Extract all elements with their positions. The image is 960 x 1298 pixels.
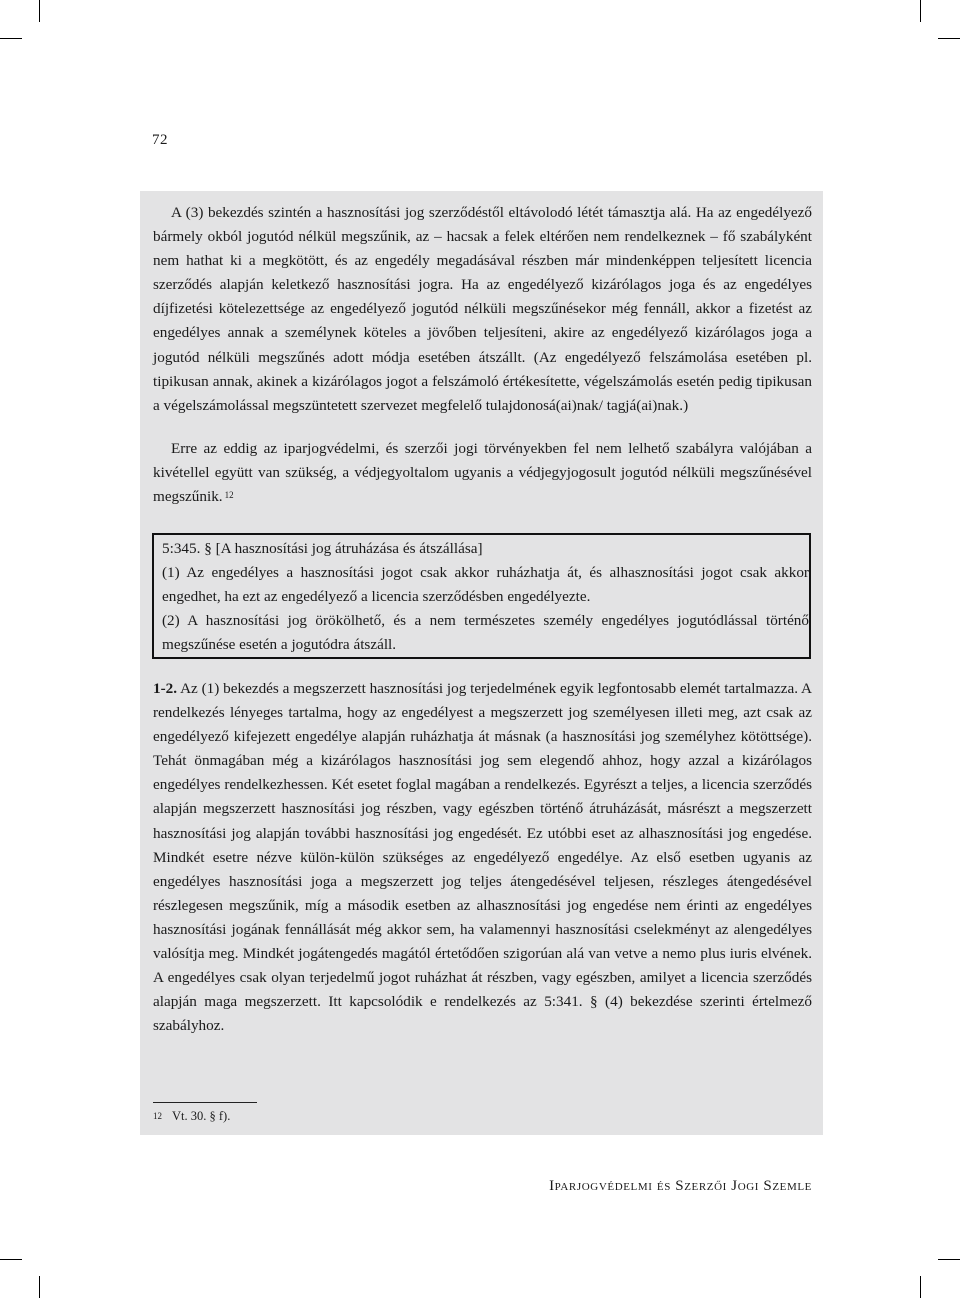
statute-clause-1: (1) Az engedélyes a hasznosítási jogot csak akkor ruházhatja át, és alhasznosítási jogot csak akkor engedhet, ha ezt az engedélyező a licencia szerződésben engedélyezte. [162, 564, 809, 606]
crop-mark [938, 1259, 960, 1260]
crop-mark [39, 0, 40, 22]
crop-mark [0, 38, 22, 39]
footnote-reference[interactable]: 12 [224, 490, 234, 501]
crop-mark [0, 1259, 22, 1260]
commentary-label: 1-2. [153, 680, 178, 697]
footnote-mark: 12 [153, 1111, 162, 1121]
statute-clause-2: (2) A hasznosítási jog örökölhető, és a nem természetes személy engedélyes jogutódlással történő megszűnése esetén a jogutódra átszáll. [162, 612, 809, 654]
commentary-paragraph [153, 677, 812, 1038]
footnote [153, 1108, 230, 1124]
crop-mark [938, 38, 960, 39]
intro-paragraph: A (3) bekezdés szintén a hasznosítási jog szerződéstől eltávolodó létét támasztja alá. Ha az engedélyező bármely okból jogutód nélkül megszűnik, az – hacsak a felek eltérően nem rendelkeznek – fő szabályként nem hathat ki a megkötött, és az engedély megadásával részben már mindenképpen teljesített licencia szerződés alapján keletkező hasznosítási jogra. Ha az engedélyező kizárólagos joga és az engedélyes díjfizetési kötelezettsége az engedélyező jogutód nélküli megszűnésekor még fennáll, akkor a fizetést az engedélyes annak a személynek köteles a jövőben teljesíteni, akire az engedélyező kizárólagos joga a jogutód nélküli megszűnés adott módja esetében átszállt. (Az engedélyező felszámolása esetében pl. tipikusan annak, akinek a kizárólagos jogot a felszámoló értékesítette, végelszámolás esetén pedig tipikusan a végelszámolással megszüntetett szervezet megfelelő tulajdonosá(ai)nak/ tagjá(ai)nak.) [153, 204, 812, 414]
page-number: 72 [152, 132, 168, 148]
crop-mark [920, 0, 921, 22]
footnote-divider [153, 1102, 257, 1103]
crop-mark [920, 1276, 921, 1298]
erre-paragraph [153, 437, 812, 509]
statute-box [152, 533, 811, 659]
statute-heading: 5:345. § [A hasznosítási jog átruházása és átszállása] [162, 540, 483, 557]
erre-paragraph-text: Erre az eddig az iparjogvédelmi, és szerzői jogi törvényekben fel nem lelhető szabályra valójában a kivétellel együtt van szükség, a védjegyoltalom ugyanis a védjegyjogosult jogutód nélküli megszűnésével megszűnik. [153, 440, 812, 506]
commentary-text: Az (1) bekezdés a megszerzett hasznosítási jog terjedelmének egyik legfontosabb elemét tartalmazza. A rendelkezés lényeges tartalma, hogy az engedélyest a megszerzett jog személyesen illeti meg, azt csak az engedélyező kifejezett engedélye alapján ruházhatja át másnak (a hasznosítási jog személyhez kötöttsége). Tehát önmagában még a kizárólagos hasznosítási jog sem elegendő ahhoz, hogy azzal a kizárólagos engedélyes rendelkezhessen. Két esetet foglal magában a rendelkezés. Egyrészt a teljes, a licencia szerződés alapján megszerzett hasznosítási jog részben, vagy egészben történő átruházását, másrészt a megszerzett hasznosítási jog alapján további hasznosítási jog engedését. Ez utóbbi eset az alhasznosítási jog engedése. Mindkét esetre nézve külön-külön szükséges az engedélyező engedélye. Az első esetben ugyanis az engedélyes hasznosítási joga a megszerzett jog teljes átengedésével teljesen, részleges átengedésével részlegesen megszűnik, míg a második esetben az alhasznosítási jog engedése nem érinti az engedélyes hasznosítási jogának fennállását még akkor sem, ha valamennyi hasznosítási cselekményt az alengedélyes valósítja meg. Mindkét jogátengedés magától értetődően szigorúan alá van vetve a nemo plus iuris elvének. A engedélyes csak olyan terjedelmű jogot ruházhat át részben, vagy egészben, amilyet a licencia szerződés alapján maga megszerzett. Itt kapcsolódik e rendelkezés az 5:341. § (4) bekezdése szerinti értelmező szabályhoz. [153, 680, 812, 1035]
crop-mark [39, 1276, 40, 1298]
footnote-text: Vt. 30. § f). [172, 1109, 231, 1123]
journal-title-footer: Iparjogvédelmi és Szerzői Jogi Szemle [549, 1178, 812, 1194]
